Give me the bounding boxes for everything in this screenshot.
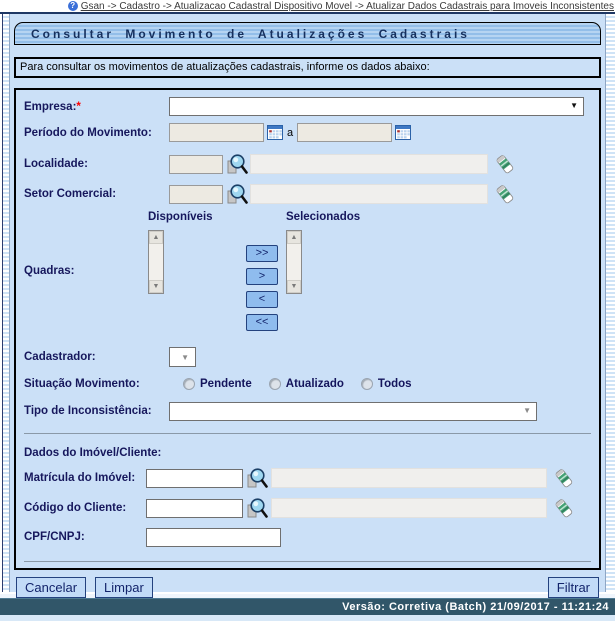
search-icon[interactable] <box>245 497 268 520</box>
page-title-bar <box>14 22 601 45</box>
move-all-left-button[interactable]: << <box>246 314 278 331</box>
required-marker: * <box>76 100 81 113</box>
radio-todos-label[interactable]: Todos <box>377 378 412 390</box>
cpf-cnpj-label: CPF/CNPJ: <box>24 531 85 543</box>
matricula-imovel-name-field <box>271 468 547 488</box>
page-content <box>10 14 605 595</box>
quadras-selected-listbox[interactable] <box>286 230 302 294</box>
radio-pendente-label[interactable]: Pendente <box>200 378 252 390</box>
chevron-down-icon: ▼ <box>570 101 578 110</box>
quadras-move-buttons <box>246 245 280 331</box>
radio-todos[interactable] <box>361 378 373 390</box>
bottom-strip <box>0 615 615 621</box>
dados-imovel-cliente-label: Dados do Imóvel/Cliente: <box>24 447 162 459</box>
move-all-right-button[interactable]: >> <box>246 245 278 262</box>
version-bar <box>0 598 615 615</box>
tipo-inconsistencia-select[interactable] <box>169 402 537 421</box>
filter-button[interactable]: Filtrar <box>548 577 599 598</box>
cadastrador-select[interactable] <box>169 347 196 367</box>
cancel-button[interactable]: Cancelar <box>16 577 86 598</box>
empresa-label: Empresa:* <box>24 100 81 113</box>
tipo-inconsistencia-label: Tipo de Inconsistência: <box>24 405 152 417</box>
available-header: Disponíveis <box>148 211 213 223</box>
scroll-down-icon[interactable]: ▼ <box>149 280 163 293</box>
codigo-cliente-row <box>16 493 599 523</box>
cpf-cnpj-row <box>16 523 599 551</box>
matricula-imovel-input[interactable] <box>146 469 243 488</box>
cadastrador-label: Cadastrador: <box>24 351 96 363</box>
tipo-inconsistencia-row <box>16 399 599 423</box>
localidade-name-field <box>250 154 488 174</box>
situacao-radio-group <box>183 378 429 390</box>
matricula-imovel-label: Matrícula do Imóvel: <box>24 472 136 484</box>
localidade-row <box>16 149 599 179</box>
version-text: Versão: Corretiva (Batch) 21/09/2017 - 11:21:24 <box>342 601 609 613</box>
quadras-row <box>16 211 599 331</box>
matricula-imovel-row <box>16 463 599 493</box>
right-frame-border <box>605 14 615 592</box>
main-frame <box>0 14 615 595</box>
periodo-from-input[interactable] <box>169 123 264 142</box>
quadras-label: Quadras: <box>24 265 75 277</box>
bottom-divider <box>24 561 591 562</box>
left-frame-border <box>2 14 10 592</box>
situacao-movimento-label: Situação Movimento: <box>24 378 140 390</box>
setor-comercial-row <box>16 179 599 209</box>
cpf-cnpj-input[interactable] <box>146 528 281 547</box>
cadastrador-row <box>16 345 599 369</box>
move-right-button[interactable]: > <box>246 268 278 285</box>
eraser-icon[interactable] <box>495 154 515 175</box>
empresa-select[interactable] <box>169 97 584 116</box>
breadcrumb-bar <box>0 0 615 12</box>
eraser-icon[interactable] <box>495 184 515 205</box>
help-icon[interactable]: ? <box>68 1 78 11</box>
setor-comercial-name-field <box>250 184 488 204</box>
breadcrumb[interactable]: Gsan -> Cadastro -> Atualizacao Cadastral Dispositivo Movel -> Atualizar Dados Cadastrais para Imoveis Inconsistentes <box>80 0 614 12</box>
page-title: Consultar Movimento de Atualizações Cadastrais <box>31 26 470 41</box>
situacao-movimento-row <box>16 374 599 394</box>
radio-atualizado[interactable] <box>269 378 281 390</box>
clear-button[interactable]: Limpar <box>95 577 153 598</box>
instruction-box <box>14 57 601 78</box>
action-bar <box>14 577 601 598</box>
codigo-cliente-input[interactable] <box>146 499 243 518</box>
move-left-button[interactable]: < <box>246 291 278 308</box>
periodo-to-input[interactable] <box>297 123 392 142</box>
localidade-label: Localidade: <box>24 158 88 170</box>
search-icon[interactable] <box>225 153 248 176</box>
quadras-selected-column <box>286 211 360 331</box>
selected-header: Selecionados <box>286 211 361 223</box>
quadras-available-column <box>148 211 246 331</box>
eraser-icon[interactable] <box>554 468 574 489</box>
eraser-icon[interactable] <box>554 498 574 519</box>
search-icon[interactable] <box>225 183 248 206</box>
calendar-icon[interactable] <box>267 125 283 140</box>
setor-comercial-label: Setor Comercial: <box>24 188 117 200</box>
codigo-cliente-name-field <box>271 498 547 518</box>
calendar-icon[interactable] <box>395 125 411 140</box>
radio-pendente[interactable] <box>183 378 195 390</box>
dados-imovel-cliente-row <box>16 443 599 463</box>
chevron-down-icon: ▼ <box>523 405 531 415</box>
empresa-row <box>16 97 599 116</box>
codigo-cliente-label: Código do Cliente: <box>24 502 127 514</box>
periodo-label: Período do Movimento: <box>24 126 152 139</box>
periodo-separator: a <box>287 126 294 139</box>
section-divider <box>24 433 591 434</box>
localidade-code-input[interactable] <box>169 155 223 174</box>
filter-form <box>14 88 601 570</box>
scroll-up-icon[interactable]: ▲ <box>149 231 163 244</box>
setor-comercial-code-input[interactable] <box>169 185 223 204</box>
radio-atualizado-label[interactable]: Atualizado <box>285 378 344 390</box>
periodo-row <box>16 123 599 142</box>
scroll-up-icon[interactable]: ▲ <box>287 231 301 244</box>
scroll-down-icon[interactable]: ▼ <box>287 280 301 293</box>
instruction-text: Para consultar os movimentos de atualizações cadastrais, informe os dados abaixo: <box>20 61 430 73</box>
chevron-down-icon: ▼ <box>181 353 189 362</box>
quadras-available-listbox[interactable] <box>148 230 164 294</box>
search-icon[interactable] <box>245 467 268 490</box>
